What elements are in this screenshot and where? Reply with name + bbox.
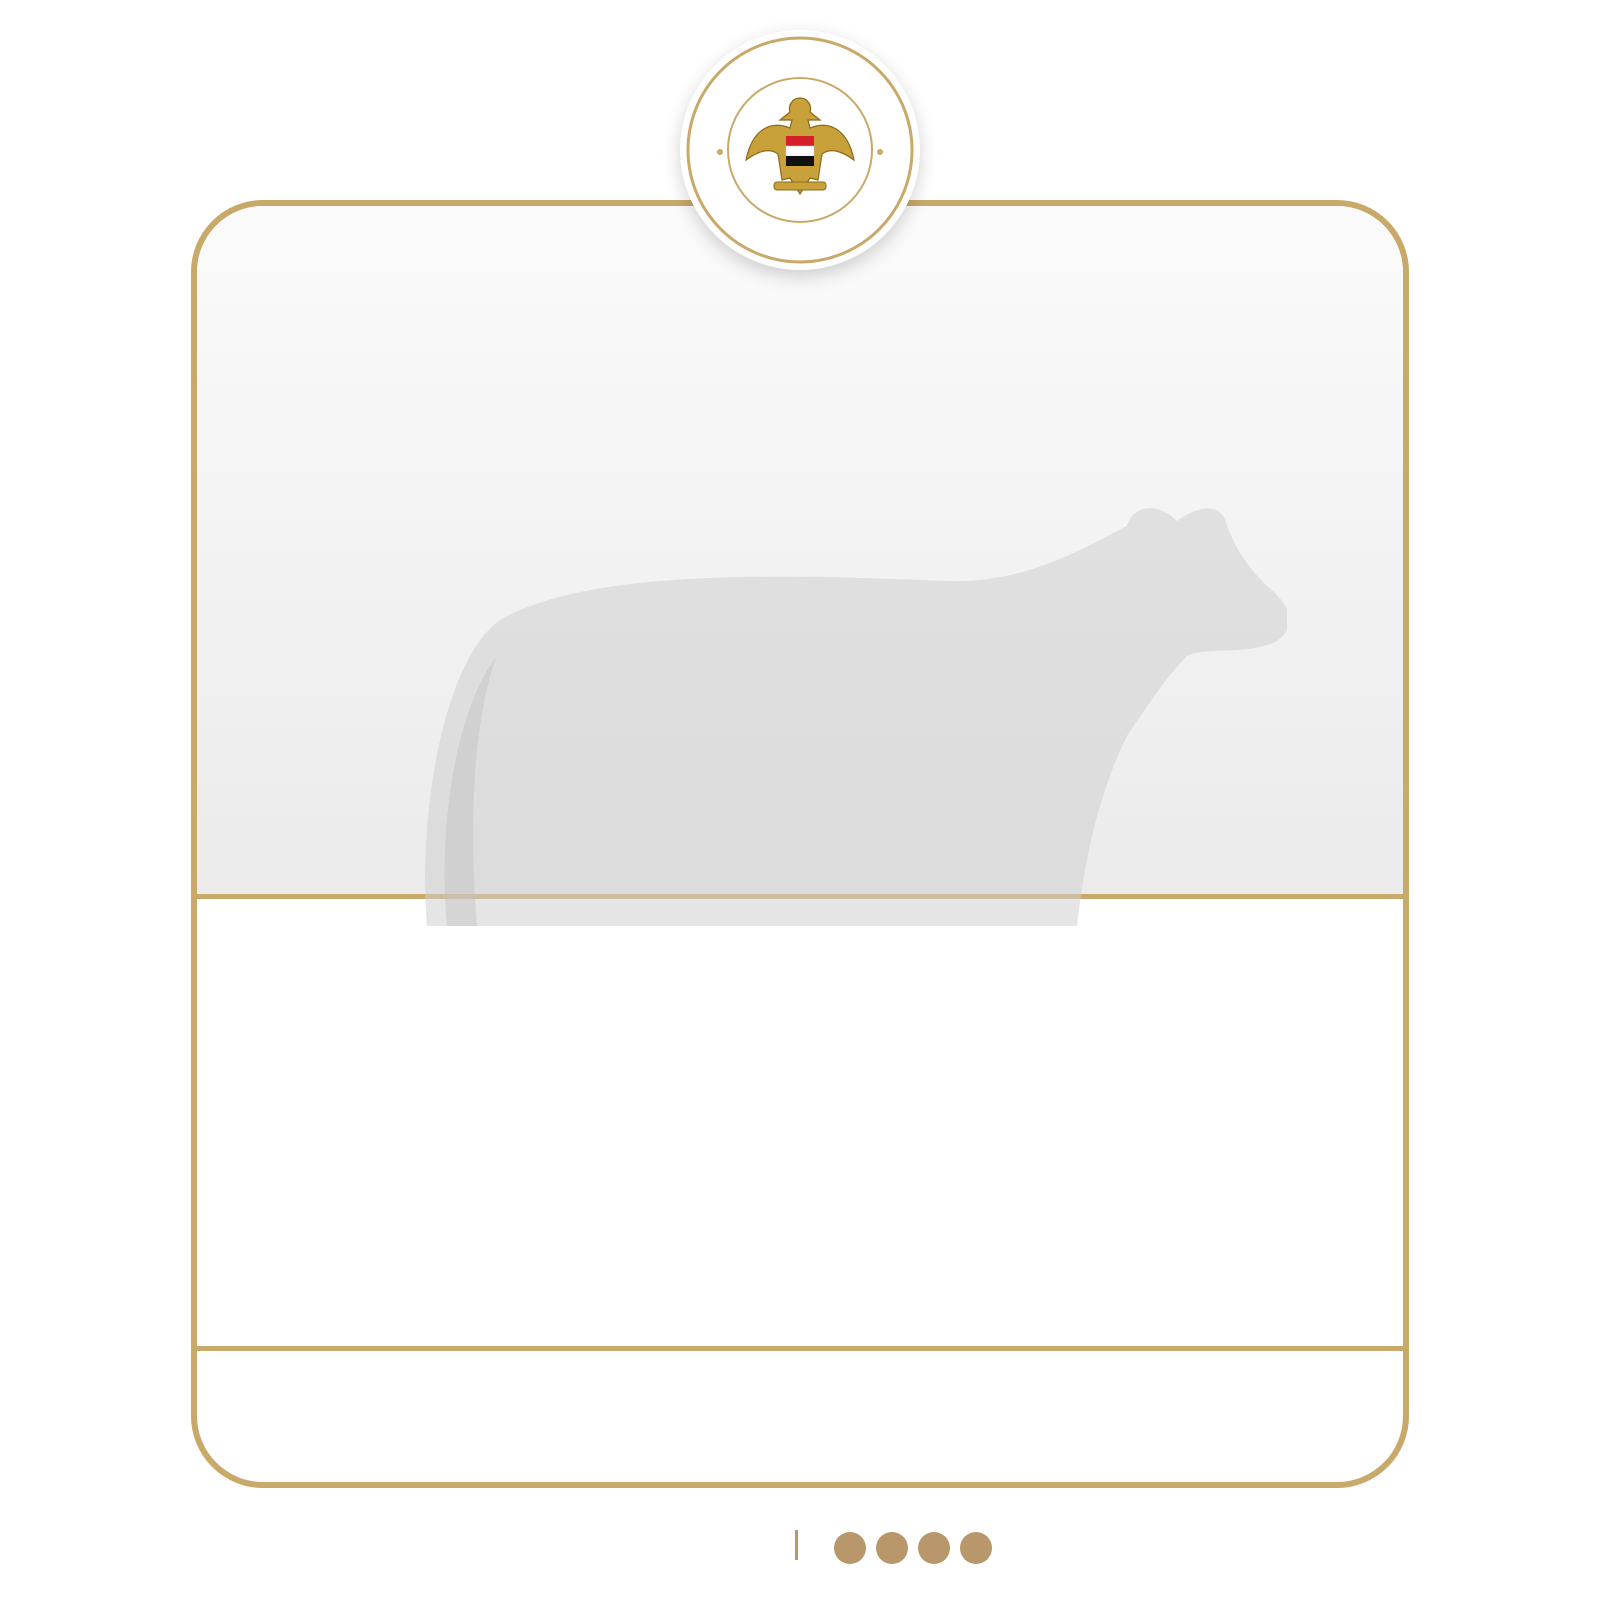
facebook-icon[interactable] [834, 1532, 866, 1564]
eagle-seal-icon [680, 30, 920, 270]
offer-imported [397, 626, 757, 644]
divider [197, 1346, 1403, 1351]
linkedin-icon[interactable] [960, 1532, 992, 1564]
infographic-card [191, 200, 1409, 1488]
separator [795, 1530, 798, 1560]
twitter-icon[interactable] [876, 1532, 908, 1564]
hero-panel [197, 206, 1403, 899]
cow-silhouette [387, 506, 1287, 926]
offer-baladi [842, 626, 1202, 644]
ministry-logo [680, 30, 920, 270]
instagram-icon[interactable] [918, 1532, 950, 1564]
